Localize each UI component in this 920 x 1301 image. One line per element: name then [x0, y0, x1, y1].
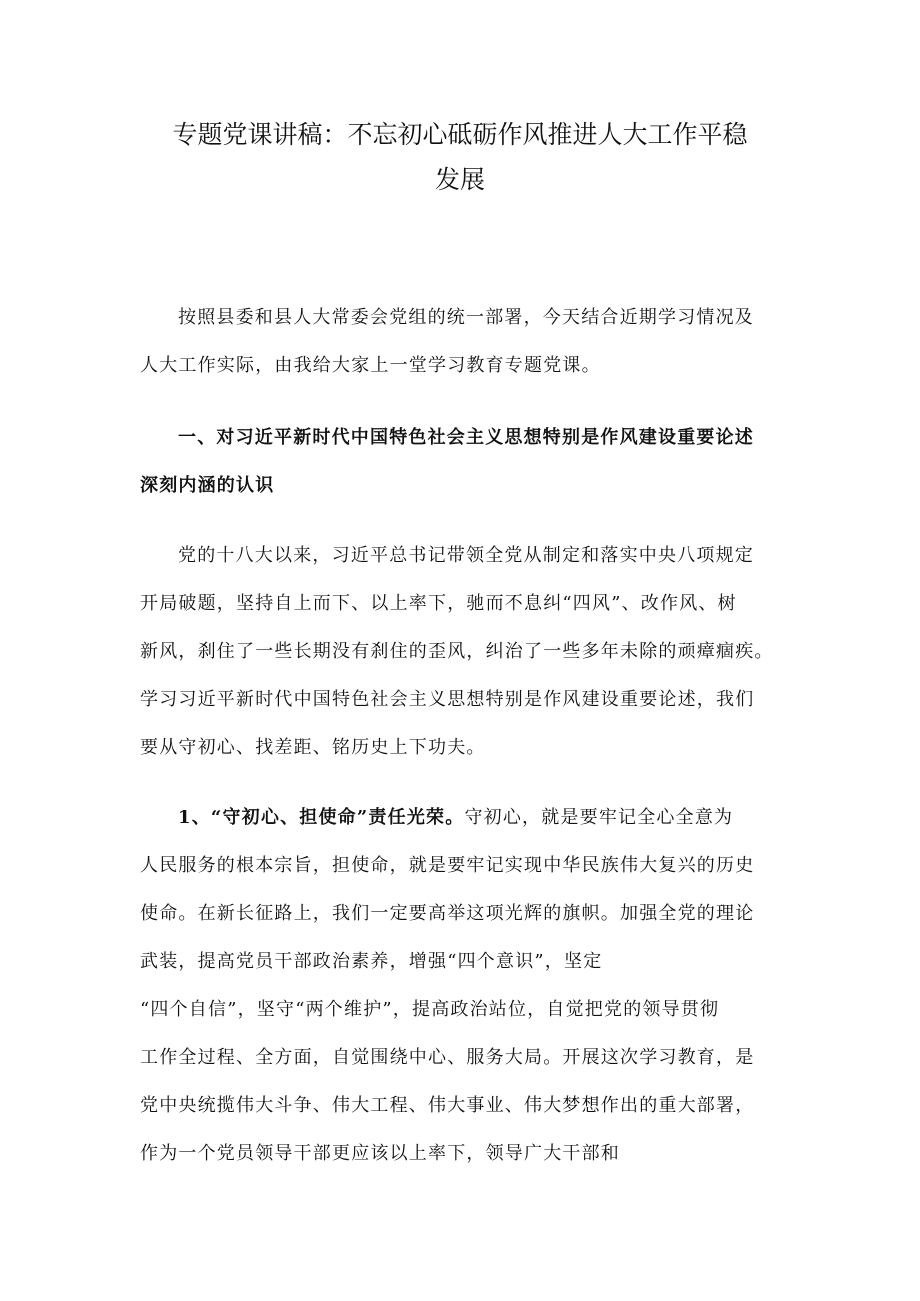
document-title: [140, 112, 780, 202]
section-1-line-1: 党的十八大以来，习近平总书记带领全党从制定和落实中央八项规定: [178, 545, 754, 566]
point-1-line-3: 使命。在新长征路上，我们一定要高举这项光辉的旗帜。加强全党的理论: [140, 903, 755, 924]
intro-line-1: 按照县委和县人大常委会党组的统一部署，今天结合近期学习情况及: [178, 307, 754, 328]
point-1-lead: 1、“守初心、担使命”责任光荣。: [178, 807, 465, 828]
section-1-paragraph: [140, 532, 785, 772]
section-1-line-4: 学习习近平新时代中国特色社会主义思想特别是作风建设重要论述，我们: [140, 689, 755, 710]
intro-paragraph: [140, 294, 785, 390]
point-1-line-7: 党中央统揽伟大斗争、伟大工程、伟大事业、伟大梦想作出的重大部署，: [140, 1095, 755, 1116]
section-1-line-3: 新风，刹住了一些长期没有刹住的歪风，纠治了一些多年未除的顽瘴痼疾。: [140, 641, 774, 662]
point-1-line-4: 武装，提高党员干部政治素养，增强“四个意识”，坚定: [140, 951, 603, 972]
point-1-paragraph: [140, 794, 785, 1178]
section-1-heading-line-2: 深刻内涵的认识: [140, 475, 275, 496]
title-line-2: 发展: [434, 165, 485, 194]
point-1-line-8: 作为一个党员领导干部更应该以上率下，领导广大干部和: [140, 1143, 620, 1164]
section-1-line-2: 开局破题，坚持自上而下、以上率下，驰而不息纠“四风”、改作风、树: [140, 593, 737, 614]
point-1-line-1-rest: 守初心，就是要牢记全心全意为: [464, 807, 734, 828]
point-1-line-1: [140, 794, 785, 842]
intro-line-2: 人大工作实际，由我给大家上一堂学习教育专题党课。: [140, 355, 601, 376]
point-1-line-2: 人民服务的根本宗旨，担使命，就是要牢记实现中华民族伟大复兴的历史: [140, 855, 755, 876]
title-line-1: 专题党课讲稿：不忘初心砥砺作风推进人大工作平稳: [172, 120, 748, 149]
section-1-line-5: 要从守初心、找差距、铭历史上下功夫。: [140, 737, 486, 758]
section-1-heading-line-1: 一、对习近平新时代中国特色社会主义思想特别是作风建设重要论述: [178, 427, 754, 448]
point-1-line-5: “四个自信”，坚守“两个维护”，提高政治站位，自觉把党的领导贯彻: [140, 999, 720, 1020]
section-1-heading: [140, 414, 785, 510]
point-1-line-6: 工作全过程、全方面，自觉围绕中心、服务大局。开展这次学习教育，是: [140, 1047, 755, 1068]
